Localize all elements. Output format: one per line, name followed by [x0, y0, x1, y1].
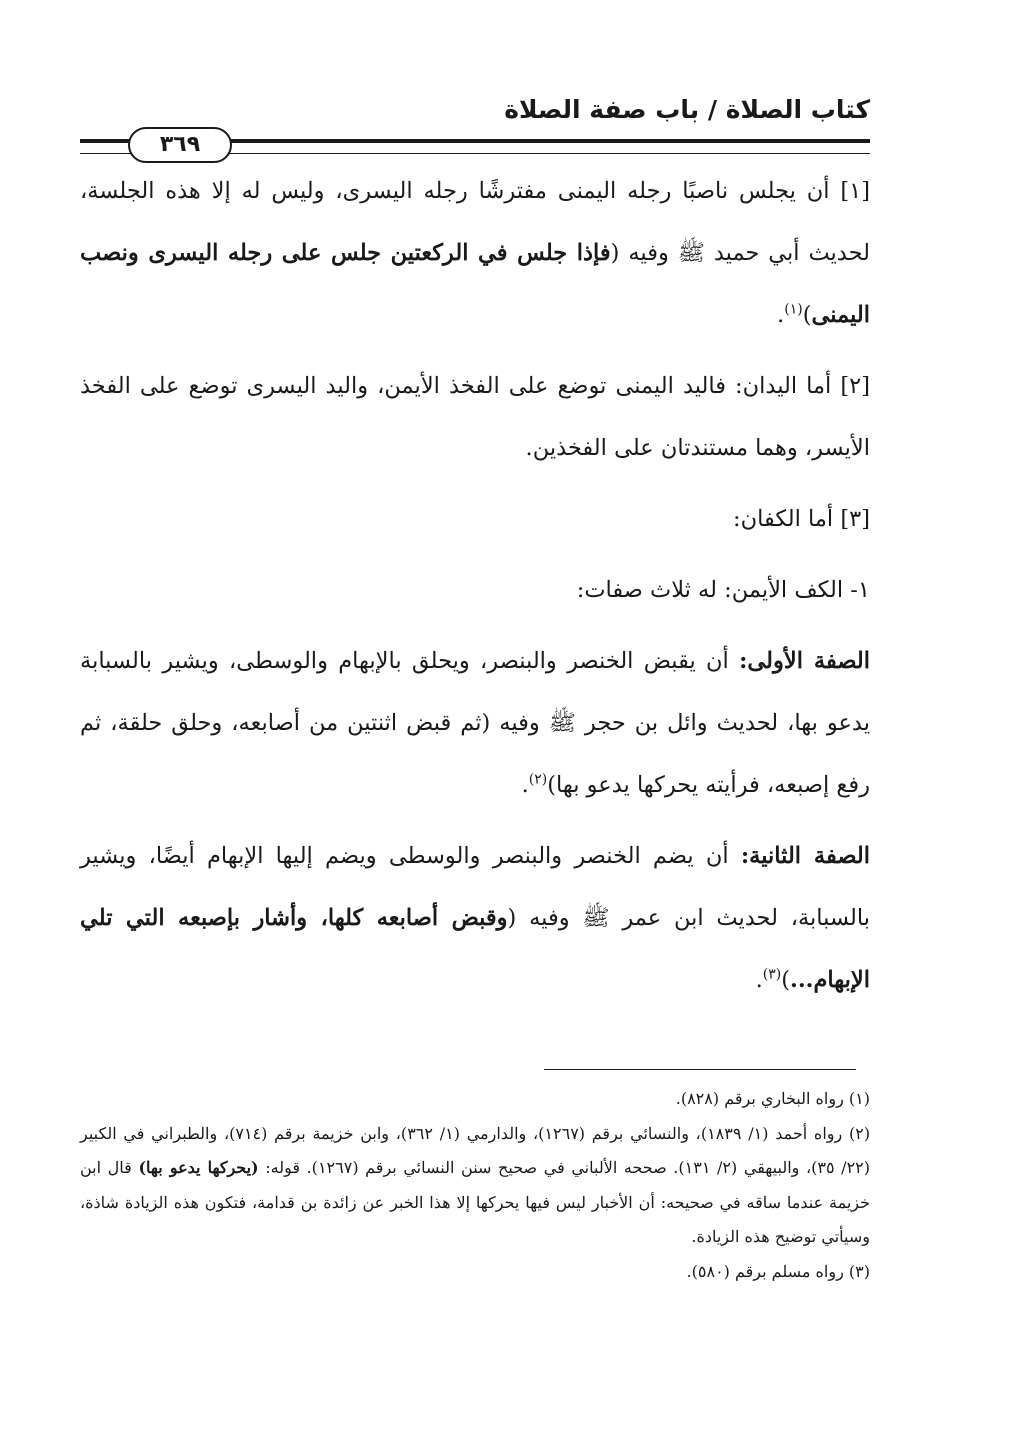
paragraph-6	[80, 825, 870, 1011]
paragraph-3: [٣] أما الكفان:	[733, 506, 870, 532]
page-number: ٣٦٩	[128, 127, 232, 163]
footnote-2-text: (٢) رواه أحمد (١/ ١٨٣٩)، والنسائي برقم (١٢٦٧)، والدارمي (١/ ٣٦٢)، وابن خزيمة برقم (٧١٤)، والطبراني في الكبير (٢٢/ ٣٥)، والبيهقي (٢/ ١٣١). صححه الألباني في صحيح سنن النسائي برقم (١٢٦٧). قوله:	[80, 1123, 871, 1177]
paragraph-1-hadith: فإذا جلس في الركعتين جلس على رجله اليسرى ونصب اليمنى	[80, 240, 870, 328]
paragraph-1-text: [١] أن يجلس ناصبًا رجله اليمنى مفترشًا رجله اليسرى، وليس له إلا هذه الجلسة، لحديث أبي حميد ﷺ وفيه (	[80, 178, 870, 266]
footnote-2-rest: قال ابن خزيمة عندما ساقه في صحيحه: أن الأخبار ليس فيها يحركها إلا هذا الخبر عن زائدة بن قدامة، فتكون هذه الزيادة شاذة، وسيأتي توضيح هذه الزيادة.	[80, 1158, 870, 1246]
paragraph-2: [٢] أما اليدان: فاليد اليمنى توضع على الفخذ الأيمن، واليد اليسرى توضع على الفخذ الأيسر، وهما مستندتان على الفخذين.	[80, 373, 870, 461]
header-title: كتاب الصلاة / باب صفة الصلاة	[504, 95, 870, 124]
footnote-ref-1: (١)	[784, 301, 803, 318]
paragraph-6-hadith: وقبض أصابعه كلها، وأشار بإصبعه التي تلي الإبهام...	[80, 905, 870, 993]
paragraph-6-end: .	[755, 967, 763, 993]
paragraph-5-end: .	[521, 772, 529, 798]
footnote-ref-3: (٣)	[762, 966, 782, 983]
paragraph-1	[80, 160, 870, 346]
paragraph-6-heading: الصفة الثانية:	[740, 843, 870, 869]
running-header	[80, 95, 870, 160]
paragraph-1-close: )	[802, 302, 812, 328]
footnote-2	[80, 1117, 870, 1255]
footnotes	[80, 1082, 870, 1289]
paragraph-5-heading: الصفة الأولى:	[739, 648, 870, 674]
paragraph-6-close: )	[781, 967, 790, 993]
paragraph-5-text: أن يقبض الخنصر والبنصر، ويحلق بالإبهام والوسطى، ويشير بالسبابة يدعو بها، لحديث وائل بن حجر ﷺ وفيه (ثم قبض اثنتين من أصابعه، وحلق حلقة، ثم رفع إصبعه، فرأيته يحركها يدعو بها)	[80, 648, 870, 798]
paragraph-6-text: أن يضم الخنصر والبنصر والوسطى ويضم إليها الإبهام أيضًا، ويشير بالسبابة، لحديث ابن عمر ﷺ وفيه (	[80, 843, 870, 931]
footnote-1: (١) رواه البخاري برقم (٨٢٨).	[675, 1089, 870, 1108]
paragraph-4: ١- الكف الأيمن: له ثلاث صفات:	[576, 577, 870, 603]
footnote-2-quote: (يحركها يدعو بها)	[138, 1158, 259, 1177]
page-content	[80, 95, 870, 1020]
paragraph-5	[80, 630, 870, 816]
main-text	[80, 160, 870, 1011]
paragraph-1-end: .	[777, 302, 785, 328]
footnote-3: (٣) رواه مسلم برقم (٥٨٠).	[686, 1261, 870, 1281]
footnote-ref-2: (٢)	[528, 771, 548, 788]
footnote-separator	[544, 1069, 856, 1070]
